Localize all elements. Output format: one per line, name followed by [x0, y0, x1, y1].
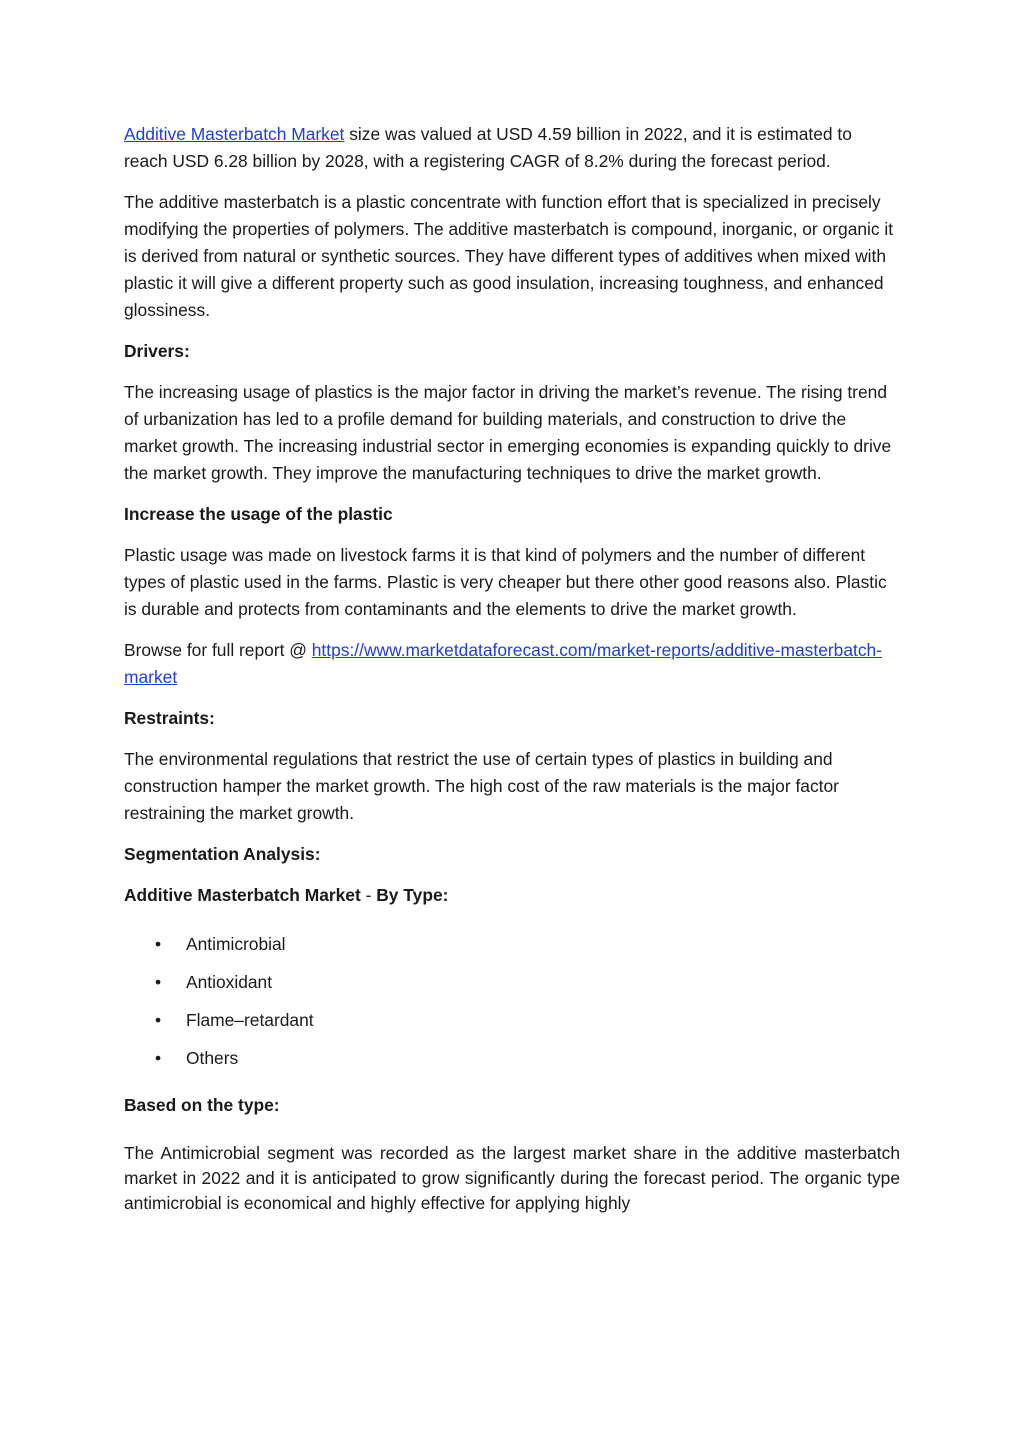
restraints-paragraph: The environmental regulations that restrict the use of certain types of plastics in building and construction hamper the market growth. The high cost of the raw materials is the major factor restraining the market growth.	[124, 749, 839, 823]
list-item	[124, 1045, 900, 1083]
document-page	[124, 121, 900, 1230]
bullet-icon: •	[155, 934, 162, 954]
plastic-paragraph: Plastic usage was made on livestock farms it is that kind of polymers and the number of different types of plastic used in the farms. Plastic is very cheaper but there other good reasons also. Plastic is durable and protects from contaminants and the elements to drive the market growth.	[124, 545, 887, 619]
list-item	[124, 931, 900, 969]
description-paragraph: The additive masterbatch is a plastic concentrate with function effort that is specialized in precisely modifying the properties of polymers. The additive masterbatch is compound, inorganic, or organic it is derived from natural or synthetic sources. They have different types of additives when mixed with plastic it will give a different property such as good insulation, increasing toughness, and enhanced glossiness.	[124, 192, 894, 320]
list-item	[124, 1007, 900, 1045]
report-link[interactable]: https://www.marketdataforecast.com/market-reports/additive-masterbatch-market	[124, 640, 882, 687]
list-item-label: Others	[186, 1048, 239, 1068]
bullet-icon: •	[155, 972, 162, 992]
bullet-icon: •	[155, 1010, 162, 1030]
market-link[interactable]: Additive Masterbatch Market	[124, 124, 345, 144]
drivers-heading: Drivers:	[124, 341, 190, 361]
segmentation-heading: Segmentation Analysis:	[124, 844, 321, 864]
bullet-icon: •	[155, 1048, 162, 1068]
restraints-heading: Restraints:	[124, 708, 215, 728]
segmentation-subheading	[124, 882, 900, 909]
browse-prefix: Browse for full report @	[124, 640, 312, 660]
intro-text: size was valued at USD 4.59 billion in 2022, and it is estimated to reach USD 6.28 billion by 2028, with a registering CAGR of 8.2% during the forecast period.	[124, 124, 852, 171]
list-item-label: Antimicrobial	[186, 934, 286, 954]
subheading-separator: -	[360, 885, 377, 905]
drivers-paragraph: The increasing usage of plastics is the major factor in driving the market’s revenue. The rising trend of urbanization has led to a profile demand for building materials, and construction to drive the market growth. The increasing industrial sector in emerging economies is expanding quickly to drive the market growth. They improve the manufacturing techniques to drive the market growth.	[124, 382, 892, 483]
plastic-heading: Increase the usage of the plastic	[124, 504, 393, 524]
type-analysis-heading: Based on the type:	[124, 1095, 280, 1115]
type-list	[124, 931, 900, 1083]
subheading-type: By Type:	[376, 885, 449, 905]
subheading-market: Additive Masterbatch Market	[124, 885, 361, 905]
type-analysis-paragraph: The Antimicrobial segment was recorded as the largest market share in the additive masterbatch market in 2022 and it is anticipated to grow significantly during the forecast period. The organic type antimicrobial is economical and highly effective for applying highly	[124, 1143, 900, 1213]
list-item	[124, 969, 900, 1007]
list-item-label: Flame–retardant	[186, 1010, 314, 1030]
intro-paragraph	[124, 121, 900, 175]
list-item-label: Antioxidant	[186, 972, 273, 992]
browse-paragraph	[124, 637, 900, 691]
